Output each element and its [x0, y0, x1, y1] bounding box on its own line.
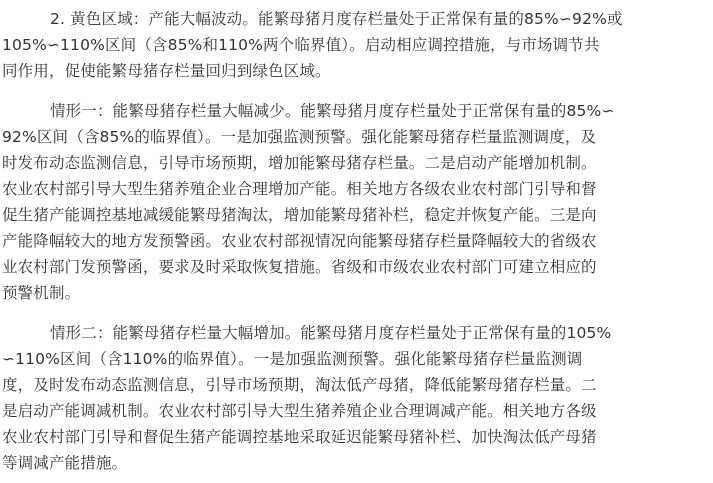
text-line: 业农村部门发预警函，要求及时采取恢复措施。省级和市级农业农村部门可建立相应的 — [2, 258, 597, 276]
text-line: 92%区间（含85%的临界值）。一是加强监测预警。强化能繁母猪存栏量监测调度，及 — [2, 128, 597, 146]
text-line: 农业农村部门引导和督促生猪产能调控基地采取延迟能繁母猪补栏、加快淘汰低产母猪 — [2, 428, 597, 446]
paragraph-scenario-one — [2, 98, 713, 306]
text-line: 时发布动态监测信息，引导市场预期，增加能繁母猪存栏量。二是启动产能增加机制。 — [2, 154, 597, 172]
text-line: 促生猪产能调控基地减缓能繁母猪淘汰，增加能繁母猪补栏，稳定并恢复产能。三是向 — [2, 206, 597, 224]
text-line: 等调减产能措施。 — [2, 454, 128, 472]
text-line: 情形二：能繁母猪存栏量大幅增加。能繁母猪月度存栏量处于正常保有量的105% — [50, 324, 612, 342]
text-line: 2. 黄色区域：产能大幅波动。能繁母猪月度存栏量处于正常保有量的85%∽92%或 — [50, 10, 623, 28]
text-line: 农业农村部引导大型生猪养殖企业合理增加产能。相关地方各级农业农村部门引导和督 — [2, 180, 597, 198]
text-line: 情形一：能繁母猪存栏量大幅减少。能繁母猪月度存栏量处于正常保有量的85%∽ — [50, 102, 615, 120]
paragraph-scenario-two — [2, 320, 713, 476]
text-line: 度，及时发布动态监测信息，引导市场预期，淘汰低产母猪，降低能繁母猪存栏量。二 — [2, 376, 597, 394]
paragraph-yellow-zone — [2, 6, 713, 84]
text-line: 是启动产能调减机制。农业农村部引导大型生猪养殖企业合理调减产能。相关地方各级 — [2, 402, 597, 420]
text-line: ∽110%区间（含110%的临界值）。一是加强监测预警。强化能繁母猪存栏量监测调 — [2, 350, 583, 368]
text-line: 预警机制。 — [2, 284, 81, 302]
text-line: 105%∽110%区间（含85%和110%两个临界值）。启动相应调控措施，与市场调节共 — [2, 36, 600, 54]
text-line: 产能降幅较大的地方发预警函。农业农村部视情况向能繁母猪存栏量降幅较大的省级农 — [2, 232, 597, 250]
text-line: 同作用，促使能繁母猪存栏量回归到绿色区域。 — [2, 62, 331, 80]
